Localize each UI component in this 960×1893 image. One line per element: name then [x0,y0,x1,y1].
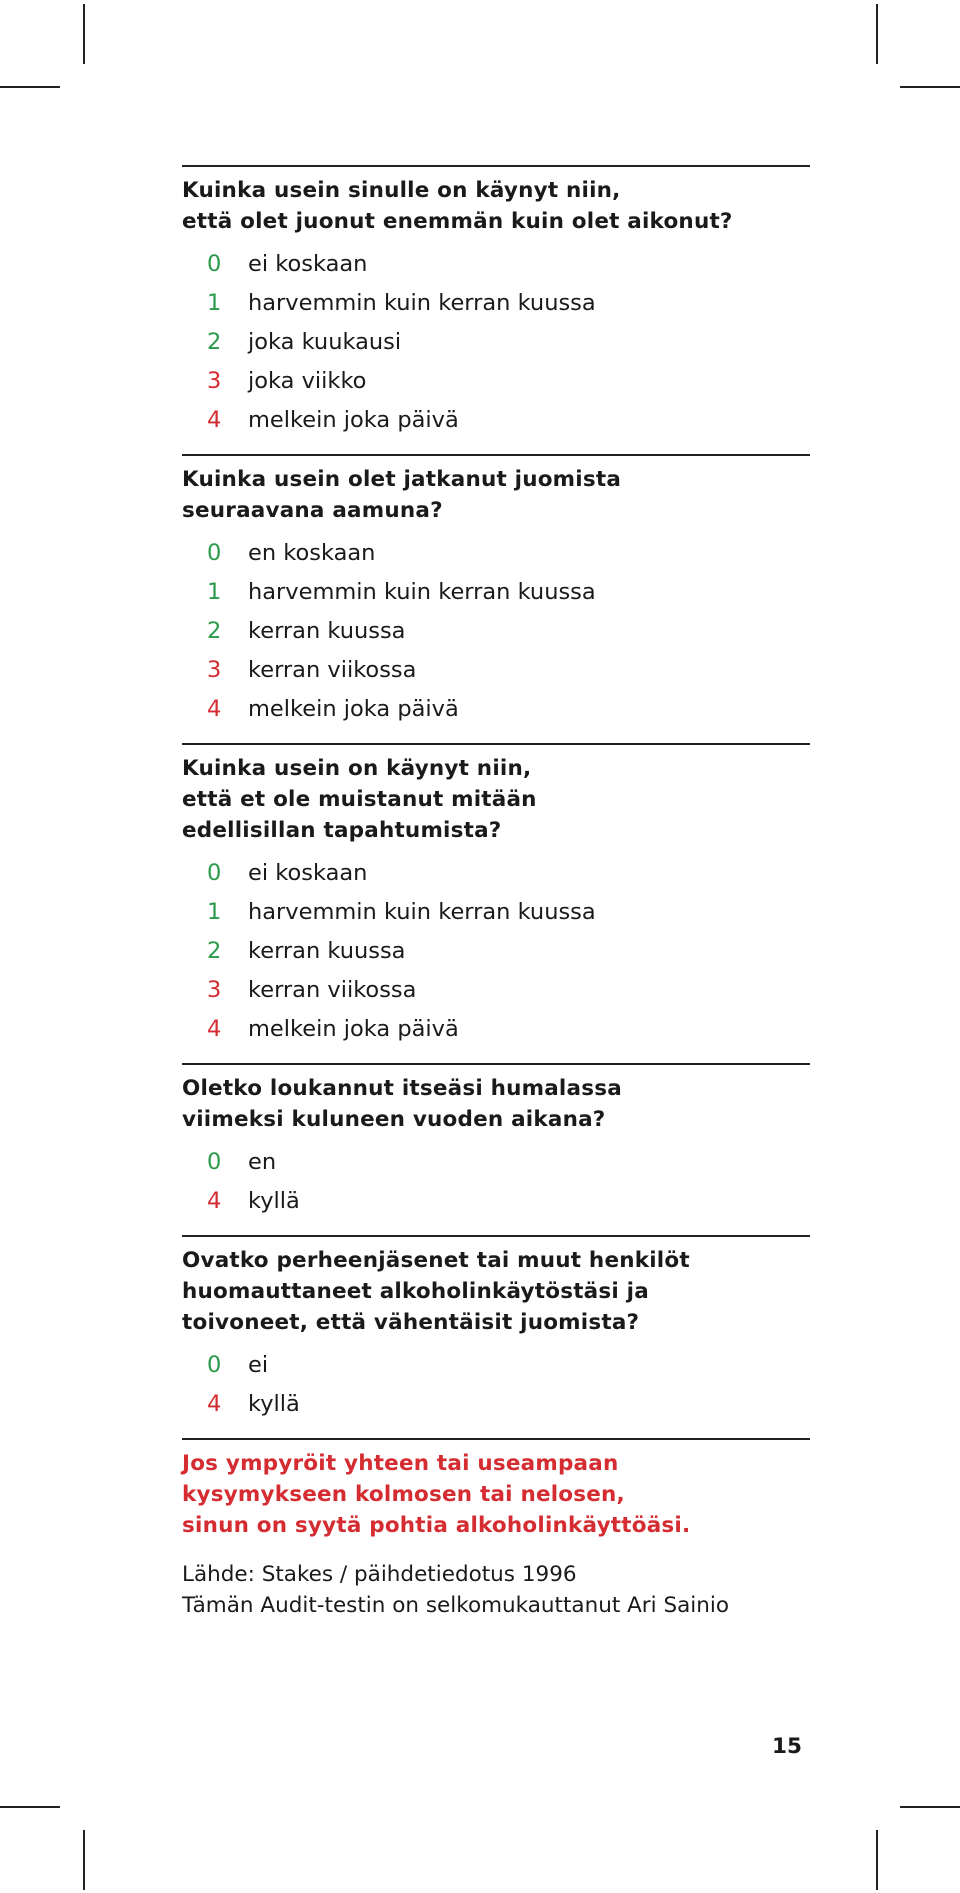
answer-score: 2 [207,329,222,355]
answer-score: 3 [207,657,222,683]
answer-score: 4 [207,1188,222,1214]
question-text: Kuinka usein olet jatkanut juomista seuraavana aamuna? [182,467,622,523]
source-note [182,1541,810,1621]
question-text: Kuinka usein sinulle on käynyt niin, että olet juonut enemmän kuin olet aikonut? [182,178,733,234]
answer-label: kyllä [248,1188,300,1214]
crop-mark [0,86,60,88]
answer-option[interactable] [207,612,810,651]
answer-label: joka kuukausi [248,329,402,355]
answer-option[interactable] [207,854,810,893]
answer-label: kerran viikossa [248,657,417,683]
crop-mark [900,86,960,88]
answer-label: kerran kuussa [248,618,406,644]
answer-option[interactable] [207,1182,810,1221]
answer-label: joka viikko [248,368,367,394]
answer-label: ei koskaan [248,251,368,277]
answer-score: 1 [207,579,222,605]
crop-mark [900,1806,960,1808]
crop-mark [83,4,85,64]
source-line: Lähde: Stakes / päihdetiedotus 1996 [182,1562,577,1587]
crop-mark [83,1830,85,1890]
answer-label: melkein joka päivä [248,696,459,722]
crop-mark [0,1806,60,1808]
questionnaire [182,165,810,1621]
answer-label: en [248,1149,277,1175]
answer-label: harvemmin kuin kerran kuussa [248,899,596,925]
answer-option[interactable] [207,362,810,401]
answer-score: 0 [207,251,222,277]
question-block [182,1063,810,1235]
answer-option[interactable] [207,651,810,690]
question-block [182,454,810,743]
answer-score: 3 [207,977,222,1003]
question-text: Kuinka usein on käynyt niin, että et ole muistanut mitään edellisillan tapahtumista? [182,756,537,843]
answer-score: 0 [207,1352,222,1378]
answer-label: harvemmin kuin kerran kuussa [248,579,596,605]
answer-label: kerran kuussa [248,938,406,964]
answer-option[interactable] [207,1010,810,1049]
answer-score: 2 [207,938,222,964]
question-block [182,1235,810,1438]
answer-option[interactable] [207,401,810,440]
answer-score: 0 [207,860,222,886]
answer-options [182,534,810,729]
answer-label: ei [248,1352,269,1378]
answer-options [182,245,810,440]
answer-option[interactable] [207,1143,810,1182]
answer-score: 2 [207,618,222,644]
answer-option[interactable] [207,534,810,573]
question-text: Oletko loukannut itseäsi humalassa viimeksi kuluneen vuoden aikana? [182,1076,622,1132]
answer-score: 4 [207,1016,222,1042]
answer-option[interactable] [207,932,810,971]
question-block [182,165,810,454]
question-text: Ovatko perheenjäsenet tai muut henkilöt huomauttaneet alkoholinkäytöstäsi ja toivoneet, että vähentäisit juomista? [182,1248,690,1335]
answer-score: 4 [207,696,222,722]
answer-options [182,1143,810,1221]
crop-mark [876,4,878,64]
answer-option[interactable] [207,690,810,729]
answer-score: 3 [207,368,222,394]
answer-label: en koskaan [248,540,376,566]
answer-option[interactable] [207,573,810,612]
answer-label: ei koskaan [248,860,368,886]
answer-option[interactable] [207,1385,810,1424]
page-number: 15 [772,1734,802,1759]
answer-option[interactable] [207,1346,810,1385]
answer-label: melkein joka päivä [248,407,459,433]
answer-option[interactable] [207,245,810,284]
answer-score: 0 [207,1149,222,1175]
answer-options [182,1346,810,1424]
answer-score: 4 [207,407,222,433]
answer-option[interactable] [207,284,810,323]
answer-option[interactable] [207,893,810,932]
answer-label: melkein joka päivä [248,1016,459,1042]
answer-option[interactable] [207,971,810,1010]
question-block [182,743,810,1063]
answer-label: kerran viikossa [248,977,417,1003]
answer-score: 4 [207,1391,222,1417]
answer-option[interactable] [207,323,810,362]
answer-label: harvemmin kuin kerran kuussa [248,290,596,316]
crop-mark [876,1830,878,1890]
answer-score: 1 [207,290,222,316]
credit-line: Tämän Audit-testin on selkomukauttanut Ari Sainio [182,1593,730,1618]
warning-text: Jos ympyröit yhteen tai useampaan kysymykseen kolmosen tai nelosen, sinun on syytä pohtia alkoholinkäyttöäsi. [182,1451,691,1538]
answer-score: 0 [207,540,222,566]
answer-score: 1 [207,899,222,925]
answer-label: kyllä [248,1391,300,1417]
question-list [182,165,810,1438]
answer-options [182,854,810,1049]
